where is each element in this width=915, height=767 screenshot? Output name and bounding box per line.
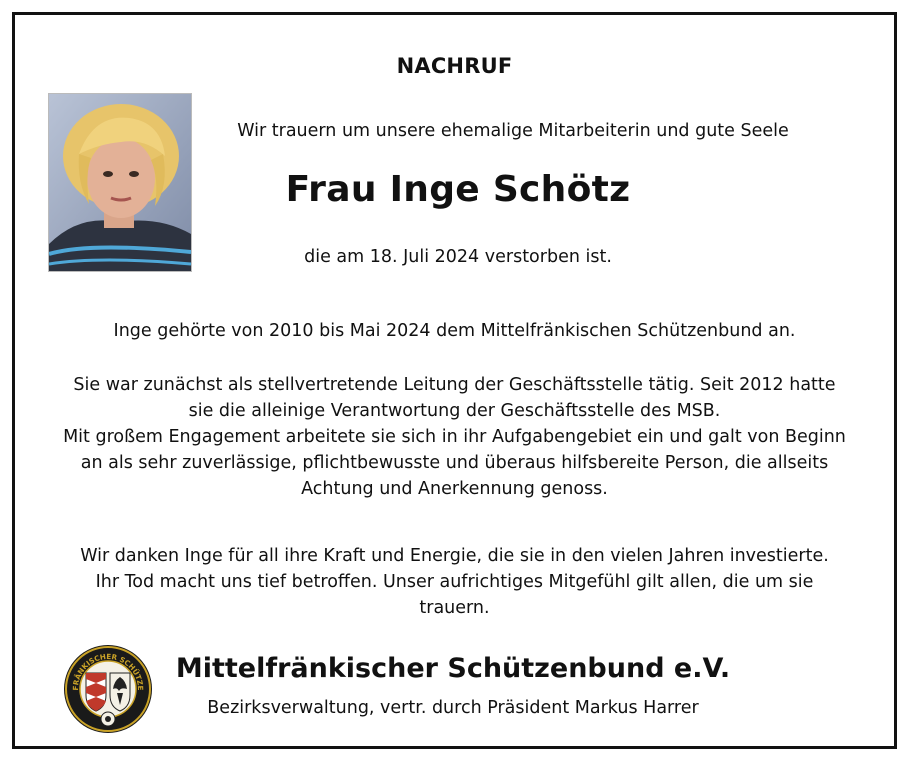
text-line: Inge gehörte von 2010 bis Mai 2024 dem Mittelfränkischen Schützenbund an.	[113, 321, 796, 341]
text-line: sie die alleinige Verantwortung der Geschäftsstelle des MSB.	[188, 401, 721, 421]
deceased-name: Frau Inge Schötz	[285, 169, 631, 210]
organization-seal-logo	[62, 643, 154, 735]
paragraph-membership	[27, 318, 882, 344]
paragraph-career	[27, 372, 882, 502]
intro-text: Wir trauern um unsere ehemalige Mitarbeiterin und gute Seele	[237, 121, 789, 141]
text-line: Sie war zunächst als stellvertretende Leitung der Geschäftsstelle tätig. Seit 2012 hatte	[73, 375, 836, 395]
text-line: an als sehr zuverlässige, pflichtbewusste und überaus hilfsbereite Person, die allseits	[80, 453, 829, 473]
organization-name: Mittelfränkischer Schützenbund e.V.	[175, 653, 731, 684]
text-line: Achtung und Anerkennung genoss.	[301, 479, 608, 499]
text-line: Wir danken Inge für all ihre Kraft und Energie, die sie in den vielen Jahren investierte.	[80, 546, 829, 566]
text-line: Mit großem Engagement arbeitete sie sich in ihr Aufgabengebiet ein und galt von Beginn	[63, 427, 846, 447]
text-line: Ihr Tod macht uns tief betroffen. Unser aufrichtiges Mitgefühl gilt allen, die um sie	[95, 572, 814, 592]
obituary-frame	[12, 12, 897, 749]
svg-text:MITTELFRÄNKISCHER SCHÜTZENBUND: FRÄNKISCHER SCHÜTZE	[70, 651, 146, 691]
paragraph-thanks	[27, 543, 882, 621]
organization-subtitle: Bezirksverwaltung, vertr. durch Präsident Markus Harrer	[207, 698, 699, 718]
portrait-photo	[48, 93, 192, 272]
death-date-text: die am 18. Juli 2024 verstorben ist.	[304, 247, 612, 267]
text-line: trauern.	[419, 598, 490, 618]
page-title: NACHRUF	[396, 54, 513, 78]
